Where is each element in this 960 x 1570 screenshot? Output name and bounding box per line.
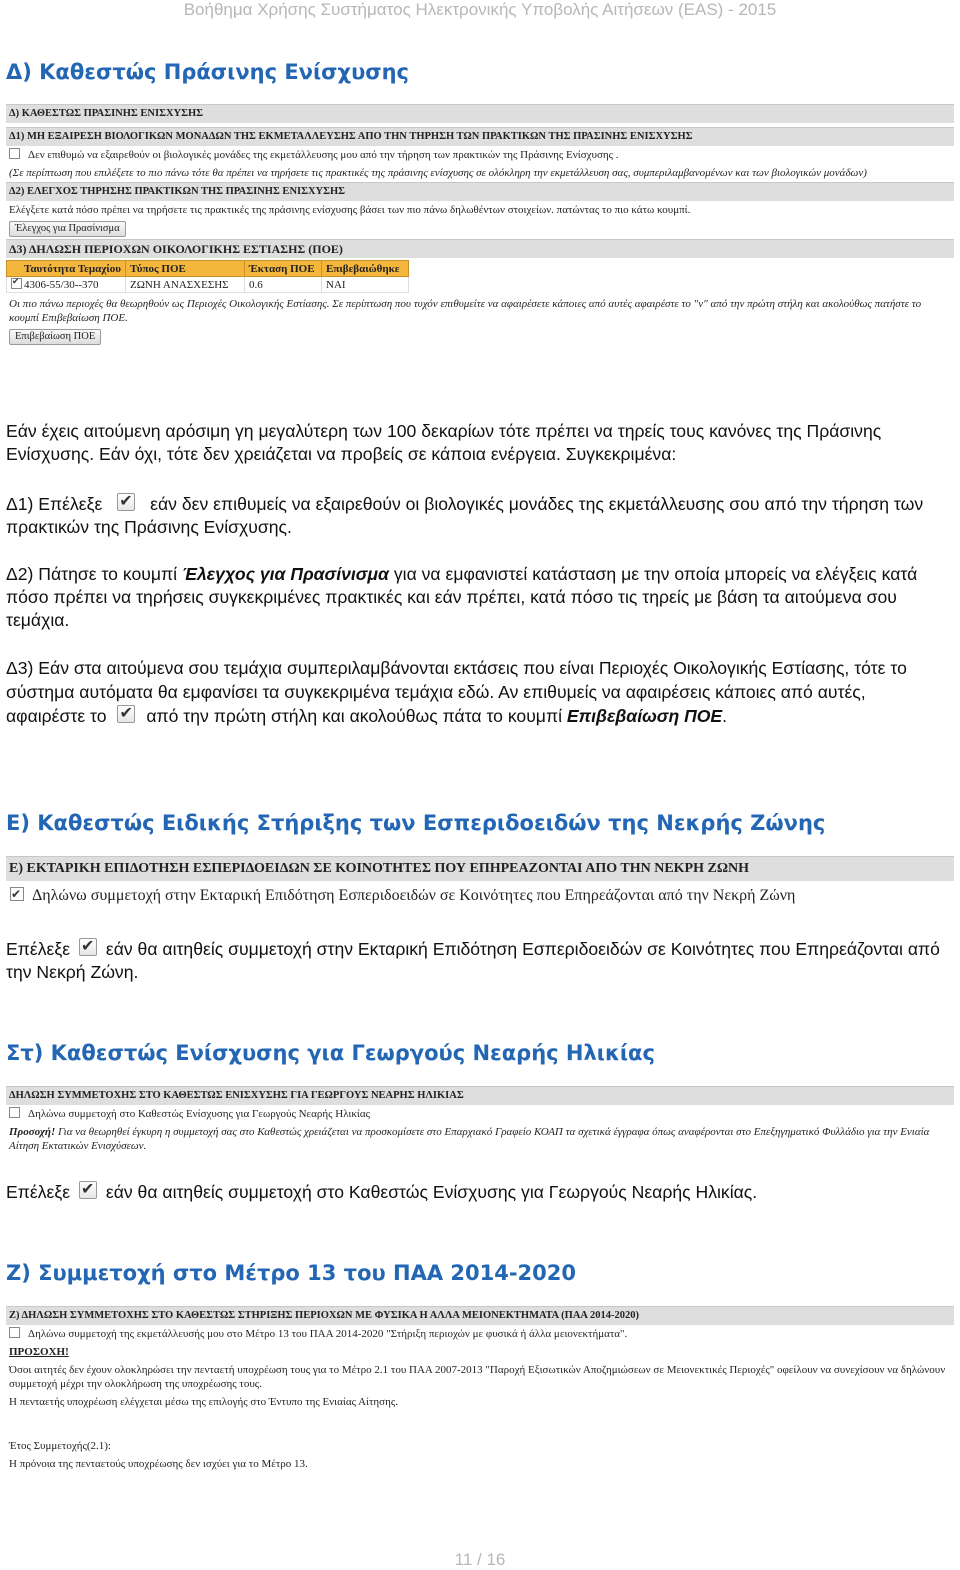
greening-check-button[interactable]: Έλεγχος για Πρασίνισμα bbox=[9, 221, 126, 237]
cell-confirmed: ΝΑΙ bbox=[322, 277, 409, 293]
z-year-label: Έτος Συμμετοχής(2.1): bbox=[9, 1440, 111, 1452]
st-paragraph bbox=[6, 1181, 946, 1204]
st-row[interactable] bbox=[6, 1105, 954, 1123]
page-header: Βοήθημα Χρήσης Συστήματος Ηλεκτρονικής Υποβολής Αιτήσεων (EAS) - 2015 bbox=[183, 0, 777, 19]
bar-d1: Δ1) ΜΗ ΕΞΑΙΡΕΣΗ ΒΙΟΛΟΓΙΚΩΝ ΜΟΝΑΔΩΝ ΤΗΣ ΕΚΜΕΤΑΛΛΕΥΣΗΣ ΑΠΟ ΤΗΝ ΤΗΡΗΣΗ ΤΩΝ ΠΡΑΚΤΙΚΩΝ ΤΗΣ ΠΡΑΣΙΝΗΣ ΕΝΙΣΧΥΣΗΣ bbox=[6, 127, 954, 146]
d1-text: εάν δεν επιθυμείς να εξαιρεθούν οι βιολογικές μονάδες της εκμετάλλευσης σου από την τήρηση των πρακτικών της Πράσινης Ενίσχυσης. bbox=[6, 494, 924, 537]
table-row bbox=[7, 277, 409, 293]
d3-paragraph: Δ3) Εάν στα αιτούμενα σου τεμάχια συμπεριλαμβάνονται εκτάσεις που είναι Περιοχές Οικολογικής Εστίασης, τότε το σύστημα αυτόματα θα εμφανίσει τα συγκεκριμένα τεμάχια εδώ. Αν επιθυμείς να αφαιρέσεις κάποιες από αυτές, αφαιρέστε το ✔ από την πρώτη στήλη και ακολούθως πάτα το κουμπί Επιβεβαίωση ΠΟΕ. bbox=[6, 656, 946, 728]
checkbox-icon bbox=[117, 705, 135, 723]
d1-row[interactable] bbox=[6, 146, 954, 164]
cell-poe-type: ΖΩΝΗ ΑΝΑΣΧΕΣΗΣ bbox=[126, 277, 245, 293]
d1-checkbox-label: Δεν επιθυμώ να εξαιρεθούν οι βιολογικές μονάδες της εκμετάλλευσης μου από την τήρηση των πρακτικών της Πράσινης Ενίσχυσης . bbox=[28, 149, 619, 161]
z-note-1: Όσοι αιτητές δεν έχουν ολοκληρώσει την πενταετή υποχρέωση τους για το Μέτρο 2.1 του ΠΑΑ 2007-2013 "Παροχή Εξισωτικών Αποζημιώσεων σε Μειονεκτικές Περιοχές" οφείλουν να συνεχίσουν να δηλώνουν συμμετοχή μέχρι την ολοκλήρωση της υποχρέωσης τους. bbox=[9, 1364, 946, 1390]
bar-z: Ζ) ΔΗΛΩΣΗ ΣΥΜΜΕΤΟΧΗΣ ΣΤΟ ΚΑΘΕΣΤΩΣ ΣΤΗΡΙΞΗΣ ΠΕΡΙΟΧΩΝ ΜΕ ΦΥΣΙΚΑ Η ΑΛΛΑ ΜΕΙΟΝΕΚΤΗΜΑΤΑ (ΠΑΑ 2014-2020) bbox=[6, 1306, 954, 1325]
d3-button-name: Επιβεβαίωση ΠΟΕ bbox=[566, 706, 723, 726]
z-year-note: Η πρόνοια της πενταετούς υποχρέωσης δεν ισχύει για το Μέτρο 13. bbox=[9, 1458, 308, 1470]
e-checkbox[interactable] bbox=[10, 887, 24, 901]
st-note-text: Για να θεωρηθεί έγκυρη η συμμετοχή σας στο Καθεστώς χρειάζεται να προσκομίσετε στο Επαρχιακό Γραφείο ΚΟΑΠ τα σχετικά έγγραφα όπως αναφέρονται στο Επεξηγηματικό Φυλλάδιο για την Ενιαία Αίτηση Εκτατικών Ενισχύσεων. bbox=[9, 1126, 930, 1152]
bar-d3: Δ3) ΔΗΛΩΣΗ ΠΕΡΙΟΧΩΝ ΟΙΚΟΛΟΓΙΚΗΣ ΕΣΤΙΑΣΗΣ (ΠΟΕ) bbox=[6, 239, 954, 258]
d1-paragraph bbox=[6, 493, 946, 539]
section-st-title: Στ) Καθεστώς Ενίσχυσης για Γεωργούς Νεαρής Ηλικίας bbox=[6, 1041, 655, 1065]
checkbox-icon bbox=[79, 1181, 97, 1199]
checkbox-icon bbox=[79, 938, 97, 956]
cell-poe-area: 0.6 bbox=[245, 277, 322, 293]
d2-paragraph bbox=[6, 563, 946, 632]
confirm-poe-button[interactable]: Επιβεβαίωση ΠΟΕ bbox=[9, 329, 101, 345]
e-checkbox-label: Δηλώνω συμμετοχή στην Εκταρική Επιδότηση Εσπεριδοειδών σε Κοινότητες που Επηρεάζονται από την Νεκρή Ζώνη bbox=[32, 887, 796, 904]
page-number: 11 / 16 bbox=[454, 1550, 506, 1569]
e-paragraph bbox=[6, 938, 946, 984]
checkbox-icon bbox=[117, 493, 135, 511]
section-e-title: Ε) Καθεστώς Ειδικής Στήριξης των Εσπεριδοειδών της Νεκρής Ζώνης bbox=[6, 811, 826, 835]
e-prefix: Επέλεξε bbox=[6, 939, 71, 959]
section-z-title: Ζ) Συμμετοχή στο Μέτρο 13 του ΠΑΑ 2014-2020 bbox=[6, 1261, 577, 1285]
bar-e: Ε) ΕΚΤΑΡΙΚΗ ΕΠΙΔΟΤΗΣΗ ΕΣΠΕΡΙΔΟΕΙΔΩΝ ΣΕ ΚΟΙΝΟΤΗΤΕΣ ΠΟΥ ΕΠΗΡΕΑΖΟΝΤΑΙ ΑΠΟ ΤΗΝ ΝΕΚΡΗ ΖΩΝΗ bbox=[6, 856, 954, 881]
st-checkbox[interactable] bbox=[9, 1107, 20, 1118]
st-checkbox-label: Δηλώνω συμμετοχή στο Καθεστώς Ενίσχυσης για Γεωργούς Νεαρής Ηλικίας bbox=[28, 1108, 370, 1120]
col-parcel-id: Ταυτότητα Τεμαχίου bbox=[24, 263, 121, 275]
st-text: εάν θα αιτηθείς συμμετοχή στο Καθεστώς Ενίσχυσης για Γεωργούς Νεαρής Ηλικίας. bbox=[105, 1182, 758, 1202]
section-d-title: Δ) Καθεστώς Πράσινης Ενίσχυσης bbox=[6, 60, 409, 84]
z-row[interactable] bbox=[6, 1325, 954, 1343]
col-poe-area: Έκταση ΠΟΕ bbox=[245, 261, 322, 277]
cell-parcel-id: 4306-55/30--370 bbox=[24, 279, 99, 291]
st-note-title: Προσοχή! bbox=[9, 1126, 56, 1138]
d1-note: (Σε περίπτωση που επιλέξετε το πιο πάνω τότε θα πρέπει να τηρήσετε τις πρακτικές της πράσινης ενίσχυσης σε ολόκληρη την εκμετάλλευση σας, συμπεριλαμβανομένων και των βιολογικών μονάδων) bbox=[9, 167, 867, 179]
e-row[interactable] bbox=[6, 881, 954, 911]
section-d-screenshot bbox=[6, 104, 954, 347]
z-checkbox[interactable] bbox=[9, 1327, 20, 1338]
d3-text: από την πρώτη στήλη και ακολούθως πάτα το κουμπί bbox=[146, 706, 562, 726]
z-note-2: Η πενταετής υποχρέωση ελέγχεται μέσω της επιλογής στο Έντυπο της Ενιαίας Αίτησης. bbox=[9, 1396, 398, 1408]
d2-text: για να εμφανιστεί κατάσταση με την οποία μπορείς να ελέγξεις κατά πόσο πρέπει να τηρήσεις συγκεκριμένες πρακτικές και εάν πρέπει, κατά πόσο τις τηρείς με βάση τα αιτούμενα σου τεμάχια. bbox=[6, 564, 918, 630]
e-text: εάν θα αιτηθείς συμμετοχή στην Εκταρική Επιδότηση Εσπεριδοειδών σε Κοινότητες που Επηρεάζονται από την Νεκρή Ζώνη. bbox=[6, 939, 940, 982]
d1-checkbox[interactable] bbox=[9, 148, 20, 159]
bar-d2: Δ2) ΕΛΕΓΧΟΣ ΤΗΡΗΣΗΣ ΠΡΑΚΤΙΚΩΝ ΤΗΣ ΠΡΑΣΙΝΗΣ ΕΝΙΣΧΥΣΗΣ bbox=[6, 182, 954, 201]
st-prefix: Επέλεξε bbox=[6, 1182, 71, 1202]
bar-main: Δ) ΚΑΘΕΣΤΩΣ ΠΡΑΣΙΝΗΣ ΕΝΙΣΧΥΣΗΣ bbox=[6, 104, 954, 123]
poe-row-checkbox[interactable] bbox=[11, 278, 22, 289]
z-note-title: ΠΡΟΣΟΧΗ! bbox=[9, 1346, 69, 1358]
d3-note: Οι πιο πάνω περιοχές θα θεωρηθούν ως Περιοχές Οικολογικής Εστίασης. Σε περίπτωση που τυχόν επιθυμείτε να αφαιρέσετε κάποιες από αυτές αφαιρέστε το "ν" από την πρώτη στήλη και ακολούθως πατήστε το κουμπί Επιβεβαίωση ΠΟΕ. bbox=[9, 298, 922, 324]
poe-table bbox=[6, 260, 409, 293]
st-note bbox=[6, 1123, 954, 1155]
col-poe-type: Τύπος ΠΟΕ bbox=[126, 261, 245, 277]
section-e-screenshot bbox=[6, 856, 954, 911]
section-z-screenshot bbox=[6, 1306, 954, 1473]
d2-button-name: Έλεγχος για Πρασίνισμα bbox=[181, 564, 389, 584]
d3-prefix: Δ3) Εάν στα αιτούμενα σου τεμάχια συμπεριλαμβάνονται εκτάσεις που είναι Περιοχές Οικολογικής Εστίασης, τότε το σύστημα αυτόματα θα εμφανίσει τα συγκεκριμένα τεμάχια εδώ. Αν επιθυμείς να αφαιρέσεις κάποιες από αυτές, αφαιρέστε το bbox=[6, 658, 907, 726]
z-checkbox-label: Δηλώνω συμμετοχή της εκμετάλλευσής μου στο Μέτρο 13 του ΠΑΑ 2014-2020 "Στήριξη περιοχών με φυσικά ή άλλα μειονεκτήματα". bbox=[28, 1328, 628, 1340]
bar-st: ΔΗΛΩΣΗ ΣΥΜΜΕΤΟΧΗΣ ΣΤΟ ΚΑΘΕΣΤΩΣ ΕΝΙΣΧΥΣΗΣ ΓΙΑ ΓΕΩΡΓΟΥΣ ΝΕΑΡΗΣ ΗΛΙΚΙΑΣ bbox=[6, 1086, 954, 1105]
d1-prefix: Δ1) Επέλεξε bbox=[6, 494, 103, 514]
d2-prefix: Δ2) Πάτησε το κουμπί bbox=[6, 564, 178, 584]
section-st-screenshot bbox=[6, 1086, 954, 1155]
d-intro-paragraph: Εάν έχεις αιτούμενη αρόσιμη γη μεγαλύτερη των 100 δεκαρίων τότε πρέπει να τηρείς τους κανόνες της Πράσινης Ενίσχυσης. Εάν όχι, τότε δεν χρειάζεται να προβείς σε κάποια ενέργεια. Συγκεκριμένα: bbox=[6, 421, 882, 464]
col-confirmed: Επιβεβαιώθηκε bbox=[322, 261, 409, 277]
d2-text: Ελέγξετε κατά πόσο πρέπει να τηρήσετε τις πρακτικές της πράσινης ενίσχυσης βάσει των πιο πάνω δηλωθέντων στοιχείων. πατώντας το πιο κάτω κουμπί. bbox=[9, 204, 691, 216]
